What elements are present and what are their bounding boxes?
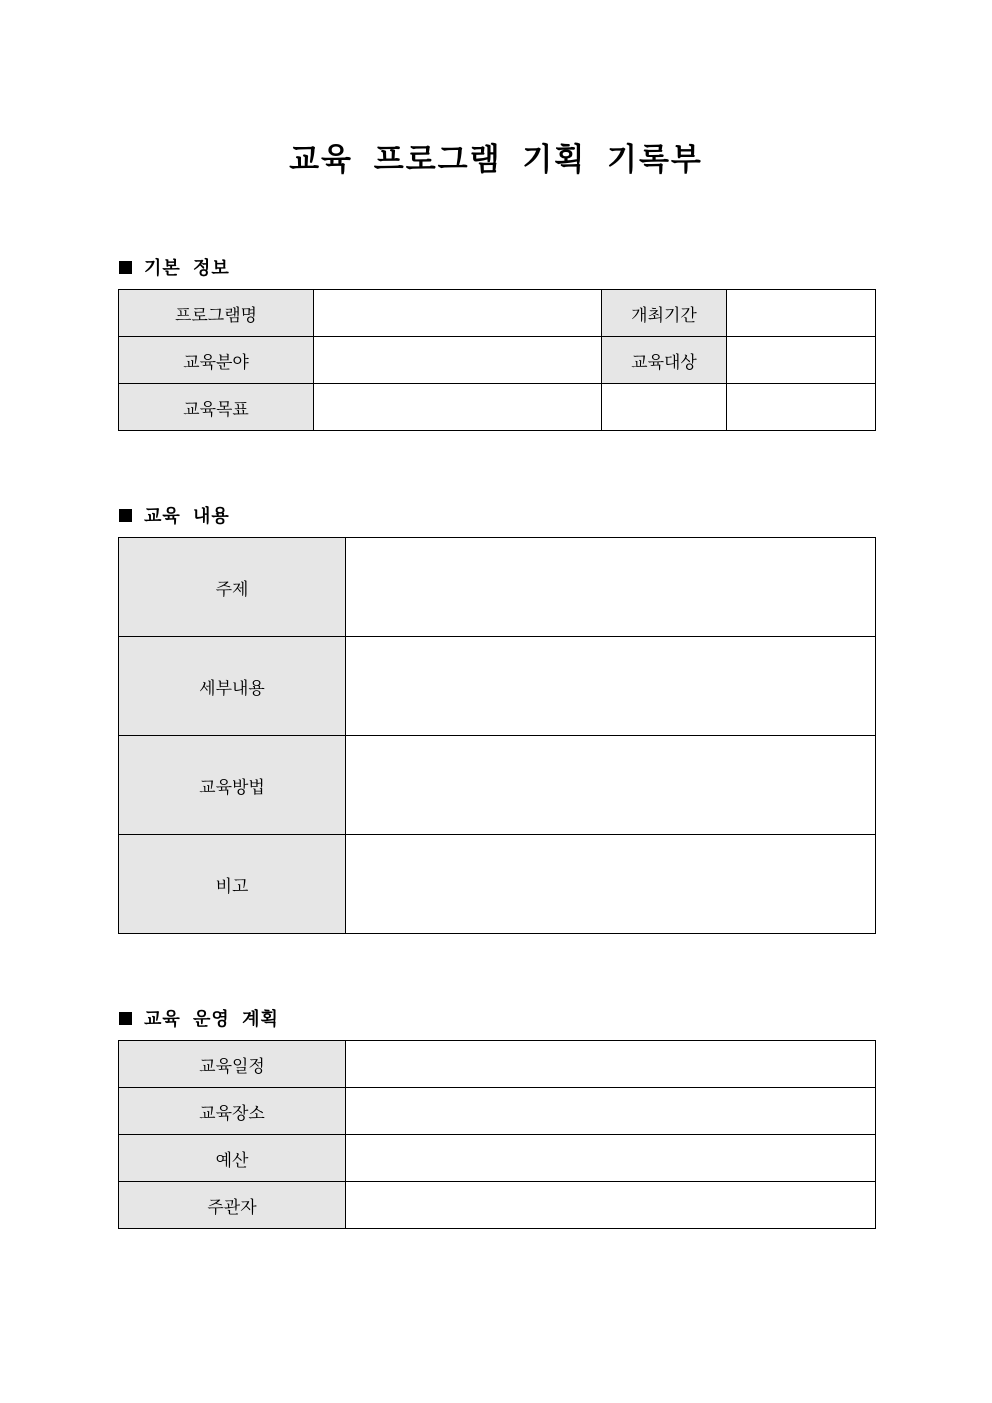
square-bullet-icon: [119, 1012, 132, 1025]
table-row: [119, 1088, 876, 1135]
section-heading-text: 기본 정보: [144, 258, 230, 279]
education-goal-field[interactable]: [314, 384, 602, 431]
event-period-field[interactable]: [727, 290, 876, 337]
field-label: 교육목표: [119, 384, 314, 431]
section-heading-operation: [119, 1005, 279, 1031]
section-heading-text: 교육 운영 계획: [144, 1009, 279, 1030]
field-label: 교육대상: [602, 337, 727, 384]
budget-field[interactable]: [346, 1135, 876, 1182]
details-field[interactable]: [346, 637, 876, 736]
basic-info-table: [118, 289, 876, 431]
table-row: [119, 1135, 876, 1182]
field-label: 개최기간: [602, 290, 727, 337]
target-audience-field[interactable]: [727, 337, 876, 384]
field-label: 세부내용: [119, 637, 346, 736]
remarks-field[interactable]: [346, 835, 876, 934]
field-label: 교육일정: [119, 1041, 346, 1088]
organizer-field[interactable]: [346, 1182, 876, 1229]
square-bullet-icon: [119, 261, 132, 274]
blank-cell[interactable]: [727, 384, 876, 431]
education-field-field[interactable]: [314, 337, 602, 384]
table-row: [119, 538, 876, 637]
table-row: [119, 637, 876, 736]
section-heading-basic-info: [119, 254, 230, 280]
field-label: 주관자: [119, 1182, 346, 1229]
venue-field[interactable]: [346, 1088, 876, 1135]
table-row: [119, 1041, 876, 1088]
blank-cell[interactable]: [602, 384, 727, 431]
section-heading-content: [119, 502, 230, 528]
field-label: 교육장소: [119, 1088, 346, 1135]
education-content-table: [118, 537, 876, 934]
program-name-field[interactable]: [314, 290, 602, 337]
field-label: 교육분야: [119, 337, 314, 384]
square-bullet-icon: [119, 509, 132, 522]
table-row: [119, 384, 876, 431]
schedule-field[interactable]: [346, 1041, 876, 1088]
table-row: [119, 290, 876, 337]
field-label: 주제: [119, 538, 346, 637]
method-field[interactable]: [346, 736, 876, 835]
table-row: [119, 337, 876, 384]
table-row: [119, 835, 876, 934]
topic-field[interactable]: [346, 538, 876, 637]
field-label: 예산: [119, 1135, 346, 1182]
field-label: 비고: [119, 835, 346, 934]
table-row: [119, 1182, 876, 1229]
section-heading-text: 교육 내용: [144, 506, 230, 527]
operation-plan-table: [118, 1040, 876, 1229]
table-row: [119, 736, 876, 835]
field-label: 교육방법: [119, 736, 346, 835]
field-label: 프로그램명: [119, 290, 314, 337]
document-title: 교육 프로그램 기획 기록부: [289, 142, 703, 178]
